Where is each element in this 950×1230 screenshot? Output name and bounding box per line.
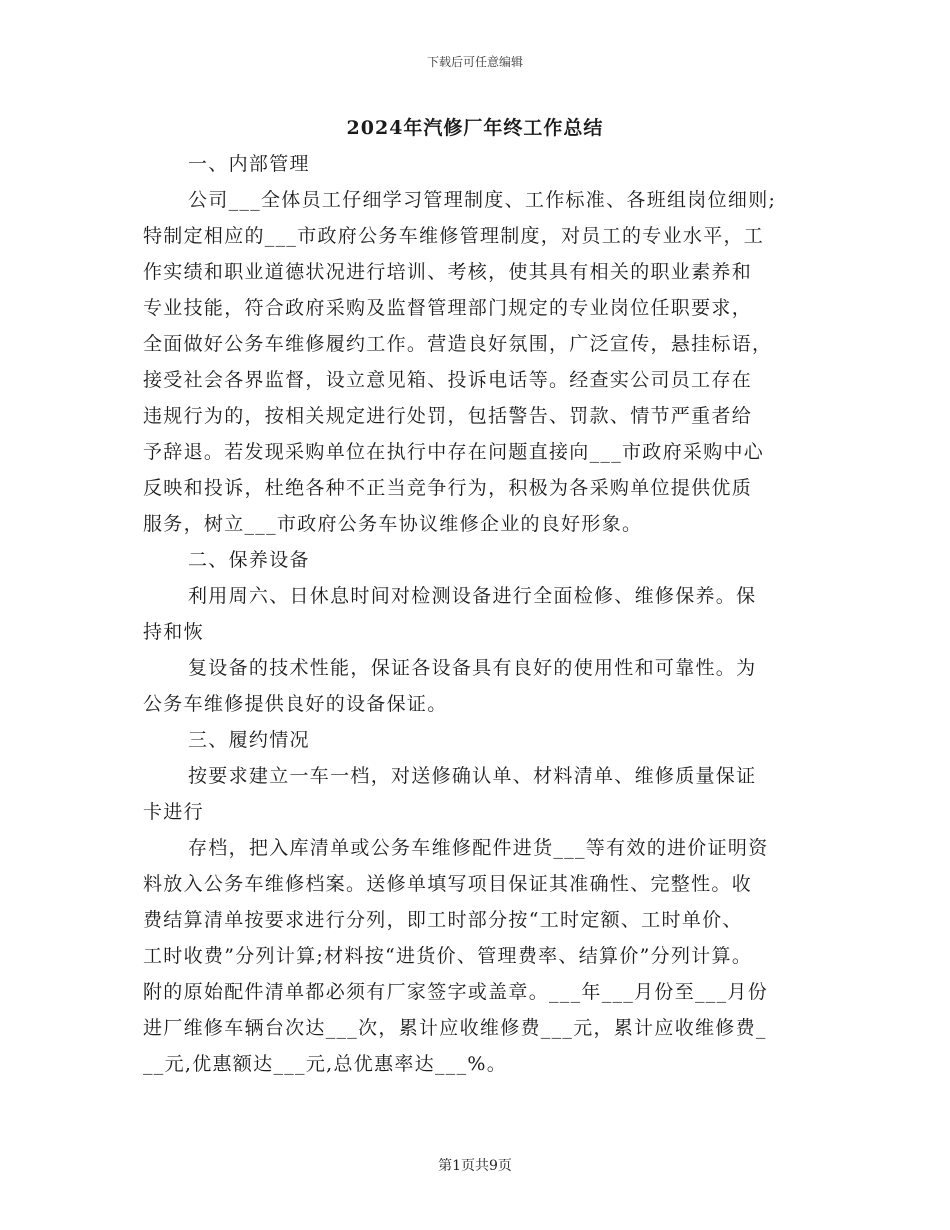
paragraph-line: 专业技能，符合政府采购及监督管理部门规定的专业岗位任职要求，	[143, 297, 753, 319]
header-note: 下载后可任意编辑	[426, 55, 523, 69]
paragraph-line: 作实绩和职业道德状况进行培训、考核，使其具有相关的职业素养和	[143, 261, 753, 283]
paragraph-line: 全面做好公务车维修履约工作。营造良好氛围，广泛宣传，悬挂标语，	[143, 333, 773, 355]
page-number: 第1页共9页	[438, 1158, 512, 1174]
section-heading: 二、保养设备	[188, 549, 310, 571]
paragraph-line: 附的原始配件清单都必须有厂家签字或盖章。___年___月份至___月份	[143, 981, 769, 1003]
paragraph-line: 料放入公务车维修档案。送修单填写项目保证其准确性、完整性。收	[143, 873, 753, 895]
paragraph-line: 费结算清单按要求进行分列，即工时部分按“工时定额、工时单价、	[143, 909, 743, 931]
section-heading: 三、履约情况	[188, 729, 310, 751]
paragraph-line: 公司___全体员工仔细学习管理制度、工作标准、各班组岗位细则;	[188, 189, 777, 211]
document-body	[143, 146, 815, 1082]
section-heading: 一、内部管理	[188, 153, 310, 175]
paragraph-line: 复设备的技术性能，保证各设备具有良好的使用性和可靠性。为	[188, 657, 757, 679]
document-title: 2024年汽修厂年终工作总结	[346, 117, 604, 139]
paragraph-line: 特制定相应的___市政府公务车维修管理制度，对员工的专业水平，工	[143, 225, 765, 247]
paragraph-line: 违规行为的，按相关规定进行处罚，包括警告、罚款、情节严重者给	[143, 405, 753, 427]
paragraph-line: 存档，把入库清单或公务车维修配件进货___等有效的进价证明资	[188, 837, 769, 859]
paragraph-line: 予辞退。若发现采购单位在执行中存在问题直接向___市政府采购中心	[143, 441, 765, 463]
paragraph-line: __元,优惠额达___元,总优惠率达___%。	[143, 1053, 508, 1075]
paragraph-line: 公务车维修提供良好的设备保证。	[143, 693, 448, 715]
paragraph-line: 持和恢	[143, 621, 204, 643]
paragraph-line: 工时收费”分列计算;材料按“进货价、管理费率、结算价”分列计算。	[143, 945, 753, 967]
paragraph-line: 进厂维修车辆台次达___次，累计应收维修费___元，累计应收维修费_	[143, 1017, 767, 1039]
paragraph-line: 卡进行	[143, 801, 204, 823]
paragraph-line: 服务，树立___市政府公务车协议维修企业的良好形象。	[143, 513, 643, 535]
paragraph-line: 反映和投诉，杜绝各种不正当竞争行为，积极为各采购单位提供优质	[143, 477, 753, 499]
paragraph-line: 接受社会各界监督，设立意见箱、投诉电话等。经查实公司员工存在	[143, 369, 753, 391]
paragraph-line: 按要求建立一车一档，对送修确认单、材料清单、维修质量保证	[188, 765, 757, 787]
paragraph-line: 利用周六、日休息时间对检测设备进行全面检修、维修保养。保	[188, 585, 757, 607]
